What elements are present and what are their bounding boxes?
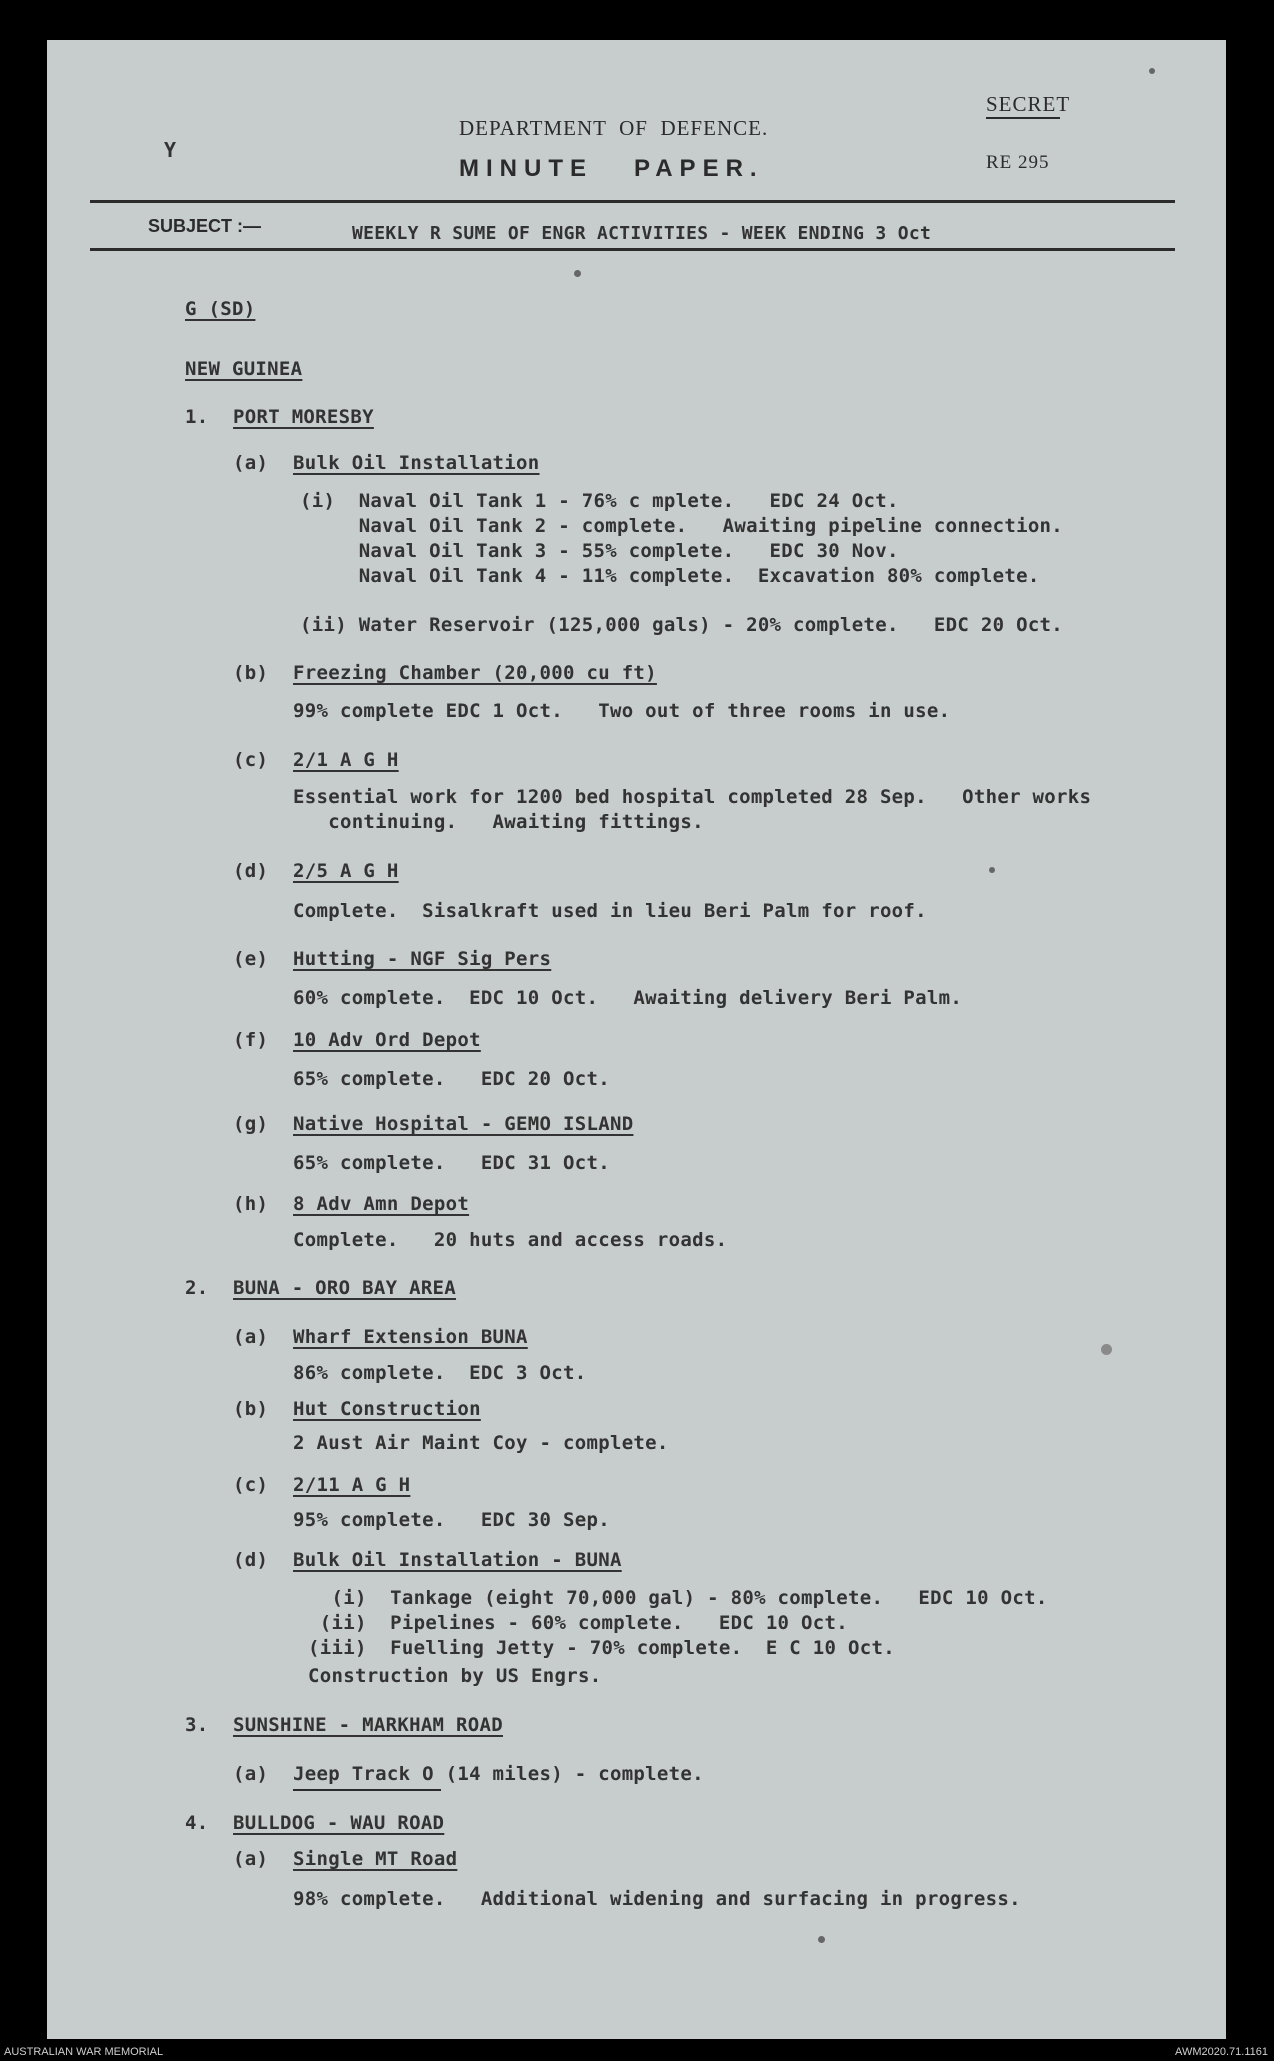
- form-title: MINUTE PAPER.: [459, 155, 764, 182]
- paper-speck: [989, 867, 995, 873]
- paper-speck: [818, 1936, 825, 1943]
- item-text: 99% complete EDC 1 Oct. Two out of three rooms in use.: [293, 700, 951, 722]
- item-label: (g): [233, 1113, 269, 1135]
- item-label: (b): [233, 662, 269, 684]
- section-number: 2.: [185, 1277, 209, 1299]
- section-number: 1.: [185, 406, 209, 428]
- item-line: Naval Oil Tank 4 - 11% complete. Excavation 80% complete.: [300, 565, 1040, 587]
- footer-credit: AUSTRALIAN WAR MEMORIAL: [4, 2046, 164, 2058]
- item-title: 8 Adv Amn Depot: [293, 1193, 470, 1215]
- item-title: 2/5 A G H: [293, 860, 399, 882]
- item-title: Native Hospital - GEMO ISLAND: [293, 1113, 634, 1135]
- header-rule-top: [90, 200, 1175, 203]
- item-text: 2 Aust Air Maint Coy - complete.: [293, 1432, 669, 1454]
- item-line: Naval Oil Tank 3 - 55% complete. EDC 30 Nov.: [300, 540, 899, 562]
- item-line: (ii) Pipelines - 60% complete. EDC 10 Oct.: [308, 1612, 848, 1634]
- item-text: Complete. Sisalkraft used in lieu Beri Palm for roof.: [293, 900, 927, 922]
- paper-speck: [1149, 68, 1155, 74]
- section-number: 3.: [185, 1714, 209, 1736]
- item-title: 2/1 A G H: [293, 749, 399, 771]
- subject-label: SUBJECT :—: [148, 216, 262, 236]
- section-title: BUNA - ORO BAY AREA: [233, 1277, 457, 1299]
- item-title: 10 Adv Ord Depot: [293, 1029, 481, 1051]
- classification-underline: [986, 117, 1060, 119]
- item-text: 65% complete. EDC 20 Oct.: [293, 1068, 610, 1090]
- section-title: BULLDOG - WAU ROAD: [233, 1812, 445, 1834]
- document-page: [47, 40, 1226, 2039]
- item-line: Naval Oil Tank 2 - complete. Awaiting pipeline connection.: [300, 515, 1064, 537]
- item-text: Jeep Track O (14 miles) - complete.: [293, 1763, 704, 1785]
- region-heading: NEW GUINEA: [185, 358, 303, 380]
- paper-speck: [574, 270, 581, 277]
- classification-label: SECRET: [986, 92, 1071, 116]
- subject-text: WEEKLY R SUME OF ENGR ACTIVITIES - WEEK ENDING 3 Oct: [352, 223, 932, 244]
- item-text: continuing. Awaiting fittings.: [293, 811, 704, 833]
- item-label: (c): [233, 749, 269, 771]
- item-label: (e): [233, 948, 269, 970]
- item-title: Hutting - NGF Sig Pers: [293, 948, 552, 970]
- section-title: SUNSHINE - MARKHAM ROAD: [233, 1714, 503, 1736]
- item-title: Wharf Extension BUNA: [293, 1326, 528, 1348]
- item-text: 98% complete. Additional widening and surfacing in progress.: [293, 1888, 1021, 1910]
- reference-number: RE 295: [986, 152, 1050, 173]
- item-label: (c): [233, 1474, 269, 1496]
- item-label: (a): [233, 1763, 269, 1785]
- item-line: (iii) Fuelling Jetty - 70% complete. E C 10 Oct.: [308, 1637, 895, 1659]
- item-text: 95% complete. EDC 30 Sep.: [293, 1509, 610, 1531]
- item-text: 86% complete. EDC 3 Oct.: [293, 1362, 587, 1384]
- item-line: (ii) Water Reservoir (125,000 gals) - 20% complete. EDC 20 Oct.: [300, 614, 1064, 636]
- item-label: (f): [233, 1029, 269, 1051]
- item-label: (d): [233, 860, 269, 882]
- addressee: G (SD): [185, 298, 256, 320]
- item-label: (a): [233, 1326, 269, 1348]
- item-label: (h): [233, 1193, 269, 1215]
- item-title: Bulk Oil Installation - BUNA: [293, 1549, 622, 1571]
- item-text: 65% complete. EDC 31 Oct.: [293, 1152, 610, 1174]
- paper-speck: [1101, 1344, 1112, 1355]
- margin-mark: Y: [164, 138, 177, 162]
- section-title: PORT MORESBY: [233, 406, 374, 428]
- item-title-underline: [293, 1789, 441, 1791]
- item-text: Construction by US Engrs.: [308, 1665, 602, 1687]
- item-line: (i) Tankage (eight 70,000 gal) - 80% complete. EDC 10 Oct.: [308, 1587, 1048, 1609]
- footer-accession: AWM2020.71.1161: [1175, 2046, 1268, 2058]
- item-label: (d): [233, 1549, 269, 1571]
- item-label: (a): [233, 452, 269, 474]
- item-label: (a): [233, 1848, 269, 1870]
- item-label: (b): [233, 1398, 269, 1420]
- item-line: (i) Naval Oil Tank 1 - 76% c mplete. EDC 24 Oct.: [300, 490, 899, 512]
- item-title: Bulk Oil Installation: [293, 452, 540, 474]
- item-title: Single MT Road: [293, 1848, 458, 1870]
- item-text: Essential work for 1200 bed hospital completed 28 Sep. Other works: [293, 786, 1092, 808]
- item-title: Hut Construction: [293, 1398, 481, 1420]
- section-number: 4.: [185, 1812, 209, 1834]
- item-text: Complete. 20 huts and access roads.: [293, 1229, 728, 1251]
- header-rule-bottom: [90, 248, 1175, 251]
- item-title: 2/11 A G H: [293, 1474, 411, 1496]
- item-text: 60% complete. EDC 10 Oct. Awaiting delivery Beri Palm.: [293, 987, 963, 1009]
- item-title: Freezing Chamber (20,000 cu ft): [293, 662, 657, 684]
- department-title: DEPARTMENT OF DEFENCE.: [459, 116, 769, 140]
